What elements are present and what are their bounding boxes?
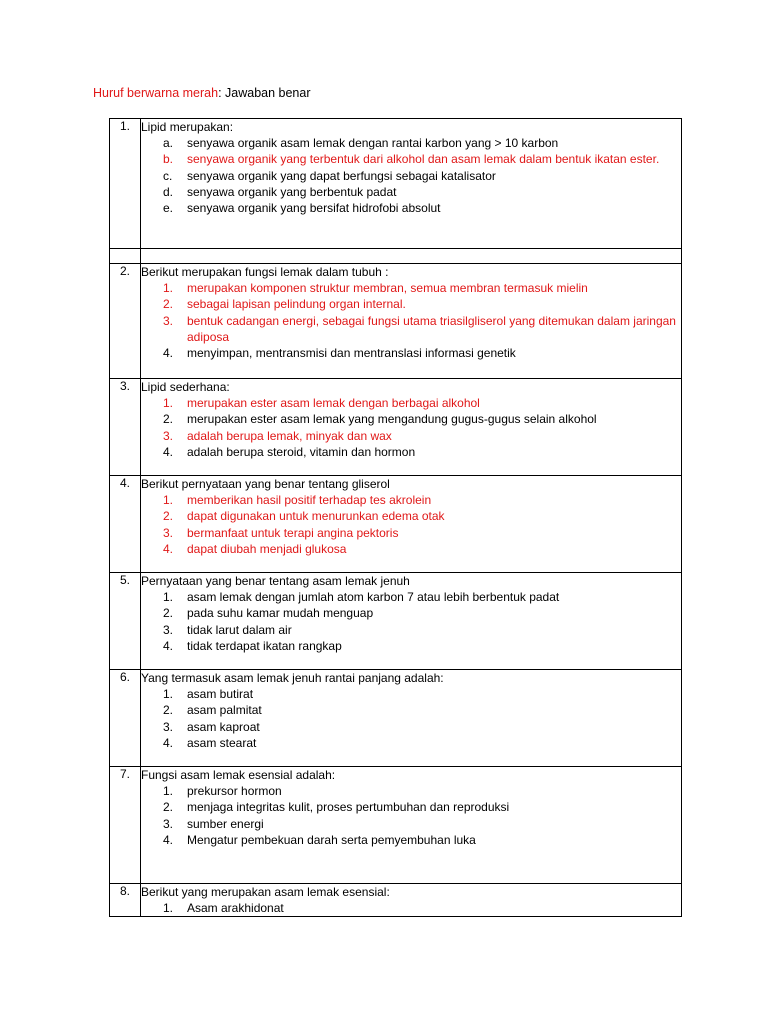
option-item xyxy=(141,135,681,151)
option-item-correct xyxy=(141,525,681,541)
question-row xyxy=(110,884,682,917)
option-text: dapat diubah menjadi glukosa xyxy=(187,541,347,556)
option-item-correct xyxy=(141,313,681,346)
question-text: Lipid sederhana: xyxy=(141,380,230,394)
option-item xyxy=(141,799,681,815)
option-marker: 4. xyxy=(163,638,174,653)
question-body xyxy=(141,884,682,917)
question-number: 2. xyxy=(110,264,141,379)
question-body xyxy=(141,476,682,573)
option-item-correct xyxy=(141,541,681,557)
question-row xyxy=(110,767,682,884)
question-row xyxy=(110,264,682,379)
option-text: dapat digunakan untuk menurunkan edema otak xyxy=(187,509,445,524)
option-list xyxy=(141,280,681,361)
option-item xyxy=(141,719,681,735)
option-text: pada suhu kamar mudah menguap xyxy=(187,606,374,621)
spacer-cell xyxy=(141,249,682,264)
question-text: Fungsi asam lemak esensial adalah: xyxy=(141,768,336,782)
option-item-correct xyxy=(141,428,681,444)
option-text: asam palmitat xyxy=(187,703,262,718)
option-marker: 2. xyxy=(163,412,174,427)
legend-rest-label: : Jawaban benar xyxy=(218,86,311,100)
question-text: Berikut pernyataan yang benar tentang gliserol xyxy=(141,477,390,491)
question-row xyxy=(110,573,682,670)
option-text: asam stearat xyxy=(187,735,257,750)
option-item xyxy=(141,735,681,751)
option-marker: a. xyxy=(163,136,174,150)
option-text: menjaga integritas kulit, proses pertumbuhan dan reproduksi xyxy=(187,800,510,815)
question-number: 3. xyxy=(110,379,141,476)
option-text: bentuk cadangan energi, sebagai fungsi utama triasilgliserol yang ditemukan dalam jaringan adiposa xyxy=(187,313,676,344)
option-marker: b. xyxy=(163,152,174,167)
option-item-correct xyxy=(141,280,681,296)
option-marker: 1. xyxy=(163,281,174,295)
option-marker: 4. xyxy=(163,735,174,750)
question-number: 1. xyxy=(110,119,141,249)
option-item xyxy=(141,638,681,654)
option-item xyxy=(141,605,681,621)
option-text: senyawa organik yang terbentuk dari alkohol dan asam lemak dalam bentuk ikatan ester. xyxy=(187,152,660,167)
option-text: asam butirat xyxy=(187,687,254,701)
question-table xyxy=(109,118,682,917)
option-marker: 1. xyxy=(163,784,174,798)
question-number: 4. xyxy=(110,476,141,573)
option-item xyxy=(141,900,681,916)
option-item xyxy=(141,783,681,799)
option-marker: 3. xyxy=(163,428,174,443)
question-number: 8. xyxy=(110,884,141,917)
option-marker: 3. xyxy=(163,313,174,328)
option-item-correct xyxy=(141,395,681,411)
option-marker: 1. xyxy=(163,687,174,701)
option-item xyxy=(141,411,681,427)
option-marker: 2. xyxy=(163,800,174,815)
option-marker: 2. xyxy=(163,509,174,524)
option-text: adalah berupa steroid, vitamin dan hormon xyxy=(187,444,416,459)
option-list xyxy=(141,492,681,557)
option-marker: 1. xyxy=(163,396,174,410)
question-text: Berikut merupakan fungsi lemak dalam tubuh : xyxy=(141,265,389,279)
option-marker: 3. xyxy=(163,622,174,637)
legend-red-label: Huruf berwarna merah xyxy=(93,86,219,100)
option-text: menyimpan, mentransmisi dan mentranslasi informasi genetik xyxy=(187,346,516,361)
answer-key-legend xyxy=(93,86,311,100)
option-item xyxy=(141,832,681,848)
question-body xyxy=(141,119,682,249)
option-text: Mengatur pembekuan darah serta pemyembuhan luka xyxy=(187,832,476,847)
option-marker: d. xyxy=(163,184,174,199)
question-text: Berikut yang merupakan asam lemak esensial: xyxy=(141,885,390,899)
option-text: senyawa organik yang bersifat hidrofobi absolut xyxy=(187,201,441,216)
option-text: Asam arakhidonat xyxy=(187,901,284,915)
question-text: Pernyataan yang benar tentang asam lemak jenuh xyxy=(141,574,410,588)
option-item xyxy=(141,168,681,184)
question-text: Lipid merupakan: xyxy=(141,120,234,134)
option-text: sumber energi xyxy=(187,816,264,831)
option-text: memberikan hasil positif terhadap tes akrolein xyxy=(187,493,432,507)
question-body xyxy=(141,379,682,476)
option-item xyxy=(141,345,681,361)
option-item xyxy=(141,622,681,638)
option-list xyxy=(141,589,681,654)
option-list xyxy=(141,783,681,848)
option-text: sebagai lapisan pelindung organ internal. xyxy=(187,297,406,312)
option-marker: 1. xyxy=(163,590,174,604)
option-item xyxy=(141,686,681,702)
option-text: prekursor hormon xyxy=(187,784,282,798)
option-marker: 2. xyxy=(163,703,174,718)
option-marker: 2. xyxy=(163,297,174,312)
question-row xyxy=(110,670,682,767)
option-text: merupakan komponen struktur membran, semua membran termasuk mielin xyxy=(187,281,588,295)
option-text: senyawa organik yang dapat berfungsi sebagai katalisator xyxy=(187,168,496,183)
question-body xyxy=(141,670,682,767)
option-marker: 4. xyxy=(163,346,174,361)
option-item-correct xyxy=(141,508,681,524)
option-marker: 3. xyxy=(163,719,174,734)
option-marker: 4. xyxy=(163,541,174,556)
question-body xyxy=(141,767,682,884)
option-marker: e. xyxy=(163,201,174,216)
option-marker: c. xyxy=(163,168,173,183)
option-item xyxy=(141,702,681,718)
option-list xyxy=(141,686,681,751)
option-list xyxy=(141,900,681,916)
option-item xyxy=(141,589,681,605)
option-marker: 3. xyxy=(163,525,174,540)
question-number: 7. xyxy=(110,767,141,884)
option-text: asam lemak dengan jumlah atom karbon 7 atau lebih berbentuk padat xyxy=(187,590,560,604)
option-marker: 1. xyxy=(163,901,174,915)
question-row xyxy=(110,119,682,249)
option-text: adalah berupa lemak, minyak dan wax xyxy=(187,428,392,443)
question-row xyxy=(110,379,682,476)
spacer-cell xyxy=(110,249,141,264)
option-item xyxy=(141,816,681,832)
option-marker: 2. xyxy=(163,606,174,621)
option-item-correct xyxy=(141,151,681,167)
spacer-row xyxy=(110,249,682,264)
option-text: merupakan ester asam lemak dengan berbagai alkohol xyxy=(187,396,480,410)
option-text: senyawa organik yang berbentuk padat xyxy=(187,184,397,199)
option-list xyxy=(141,135,681,216)
option-item-correct xyxy=(141,492,681,508)
option-text: asam kaproat xyxy=(187,719,260,734)
option-item xyxy=(141,200,681,216)
option-marker: 3. xyxy=(163,816,174,831)
question-row xyxy=(110,476,682,573)
option-text: bermanfaat untuk terapi angina pektoris xyxy=(187,525,399,540)
option-marker: 4. xyxy=(163,444,174,459)
option-item xyxy=(141,444,681,460)
option-marker: 4. xyxy=(163,832,174,847)
question-body xyxy=(141,264,682,379)
question-text: Yang termasuk asam lemak jenuh rantai panjang adalah: xyxy=(141,671,444,685)
question-number: 5. xyxy=(110,573,141,670)
option-text: senyawa organik asam lemak dengan rantai karbon yang > 10 karbon xyxy=(187,136,559,150)
option-item-correct xyxy=(141,296,681,312)
option-text: merupakan ester asam lemak yang mengandung gugus-gugus selain alkohol xyxy=(187,412,597,427)
option-marker: 1. xyxy=(163,493,174,507)
option-item xyxy=(141,184,681,200)
question-body xyxy=(141,573,682,670)
question-number: 6. xyxy=(110,670,141,767)
option-list xyxy=(141,395,681,460)
option-text: tidak larut dalam air xyxy=(187,622,292,637)
option-text: tidak terdapat ikatan rangkap xyxy=(187,638,342,653)
